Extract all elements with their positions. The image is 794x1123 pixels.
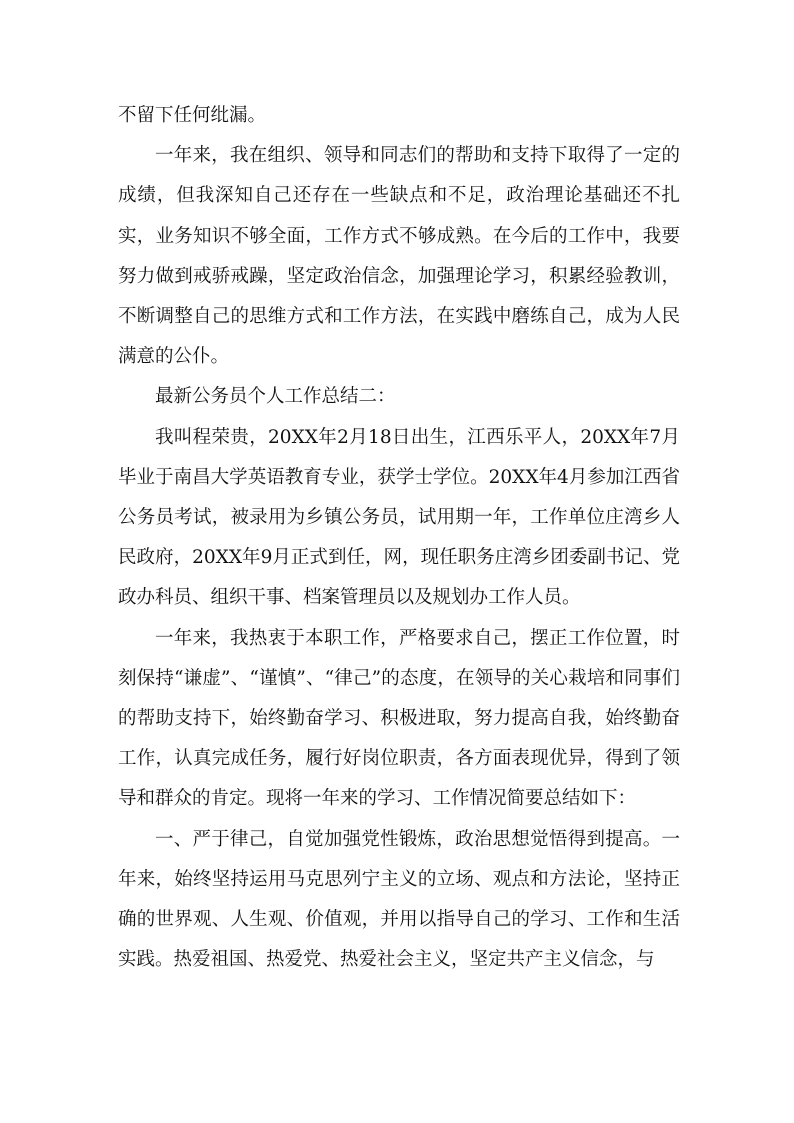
body-paragraph: 我叫程荣贵，20XX年2月18日出生，江西乐平人，20XX年7月毕业于南昌大学英语教育专业，获学士学位。20XX年4月参加江西省公务员考试，被录用为乡镇公务员，试用期一年，工作单位庄湾乡人民政府，20XX年9月正式到任，网，现任职务庄湾乡团委副书记、党政办科员、组织干事、档案管理员以及规划办工作人员。 [118, 426, 680, 609]
continuation-paragraph: 不留下任何纰漏。 [118, 105, 267, 126]
body-paragraph: 一年来，我热衷于本职工作，严格要求自己，摆正工作位置，时刻保持“谦虚”、“谨慎”、“律己”的态度，在领导的关心栽培和同事们的帮助支持下，始终勤奋学习、积极进取，努力提高自我，始终勤奋工作，认真完成任务，履行好岗位职责，各方面表现优异，得到了领导和群众的肯定。现将一年来的学习、工作情况简要总结如下： [118, 627, 680, 810]
section-heading: 最新公务员个人工作总结二： [155, 386, 396, 408]
body-paragraph: 一、严于律己，自觉加强党性锻炼，政治思想觉悟得到提高。一年来，始终坚持运用马克思列宁主义的立场、观点和方法论，坚持正确的世界观、人生观、价值观，并用以指导自己的学习、工作和生活实践。热爱祖国、热爱党、热爱社会主义，坚定共产主义信念，与 [118, 828, 680, 971]
document-body [118, 96, 680, 980]
body-paragraph: 一年来，我在组织、领导和同志们的帮助和支持下取得了一定的成绩，但我深知自己还存在一些缺点和不足，政治理论基础还不扎实，业务知识不够全面，工作方式不够成熟。在今后的工作中，我要努力做到戒骄戒躁，坚定政治信念，加强理论学习，积累经验教训，不断调整自己的思维方式和工作方法，在实践中磨练自己，成为人民满意的公仆。 [118, 145, 680, 368]
